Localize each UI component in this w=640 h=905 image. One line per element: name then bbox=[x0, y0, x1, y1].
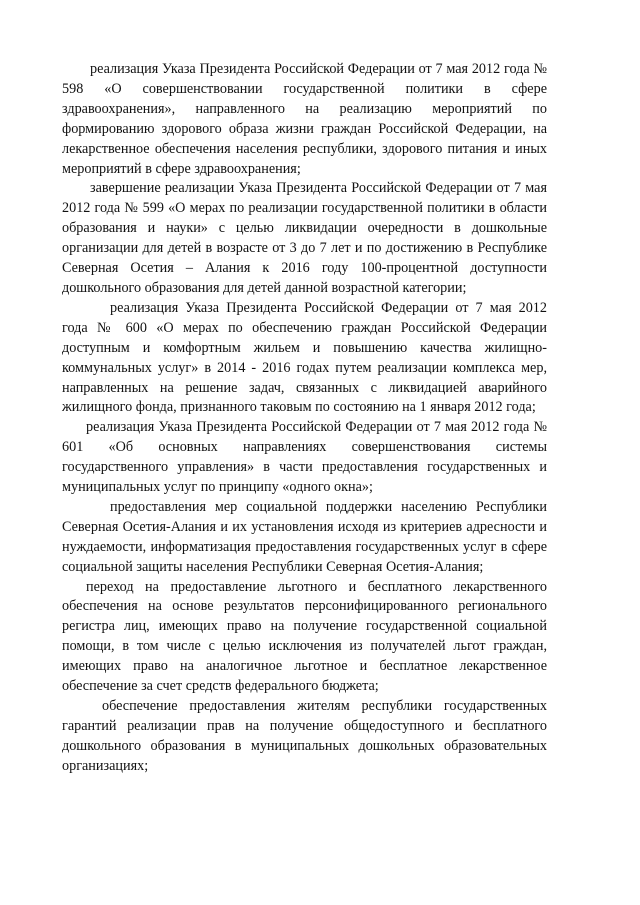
paragraph-decree-600: реализация Указа Президента Российской Федерации от 7 мая 2012 года № 600 «О мерах по обеспечению граждан Российской Федерации доступным и комфортным жильем и повышению качества жилищно-коммунальных услуг» в 2014 - 2016 годах путем реализации комплекса мер, направленных на решение задач, связанных с ликвидацией аварийного жилищного фонда, признанного таковым по состоянию на 1 января 2012 года; bbox=[62, 299, 547, 416]
paragraph-decree-599: завершение реализации Указа Президента Российской Федерации от 7 мая 2012 года № 599 «О мерах по реализации государственной политики в области образования и науки» с целью ликвидации очередности в дошкольные организации для детей в возрасте от 3 до 7 лет и по достижению в Республике Северная Осетия – Алания к 2016 году 100-процентной доступности дошкольного образования для детей данной возрастной категории; bbox=[62, 180, 547, 296]
paragraph-decree-601: реализация Указа Президента Российской Федерации от 7 мая 2012 года № 601 «Об основных направлениях совершенствования системы государственного управления» в части предоставления государственных и муниципальных услуг по принципу «одного окна»; bbox=[62, 419, 547, 496]
paragraph-preschool-education: обеспечение предоставления жителям республики государственных гарантий реализации прав на получение общедоступного и бесплатного дошкольного образования в муниципальных дошкольных образовательных организациях; bbox=[62, 698, 547, 774]
document-body bbox=[62, 60, 547, 777]
paragraph-decree-598: реализация Указа Президента Российской Федерации от 7 мая 2012 года № 598 «О совершенствовании государственной политики в сфере здравоохранения», направленного на реализацию мероприятий по формированию здорового образа жизни граждан Российской Федерации, на лекарственное обеспечения населения республики, здорового питания и иных мероприятий в сфере здравоохранения; bbox=[62, 61, 547, 177]
paragraph-medication-provision: переход на предоставление льготного и бесплатного лекарственного обеспечения на основе результатов персонифицированного регионального регистра лиц, имеющих право на получение государственной социальной помощи, в том числе с целью исключения из получателей льгот граждан, имеющих право на аналогичное льготное и бесплатное лекарственное обеспечение за счет средств федерального бюджета; bbox=[62, 578, 547, 695]
paragraph-social-support: предоставления мер социальной поддержки населению Республики Северная Осетия-Алания и их установления исходя из критериев адресности и нуждаемости, информатизация предоставления государственных услуг в сфере социальной защиты населения Республики Северная Осетия-Алания; bbox=[62, 498, 547, 575]
